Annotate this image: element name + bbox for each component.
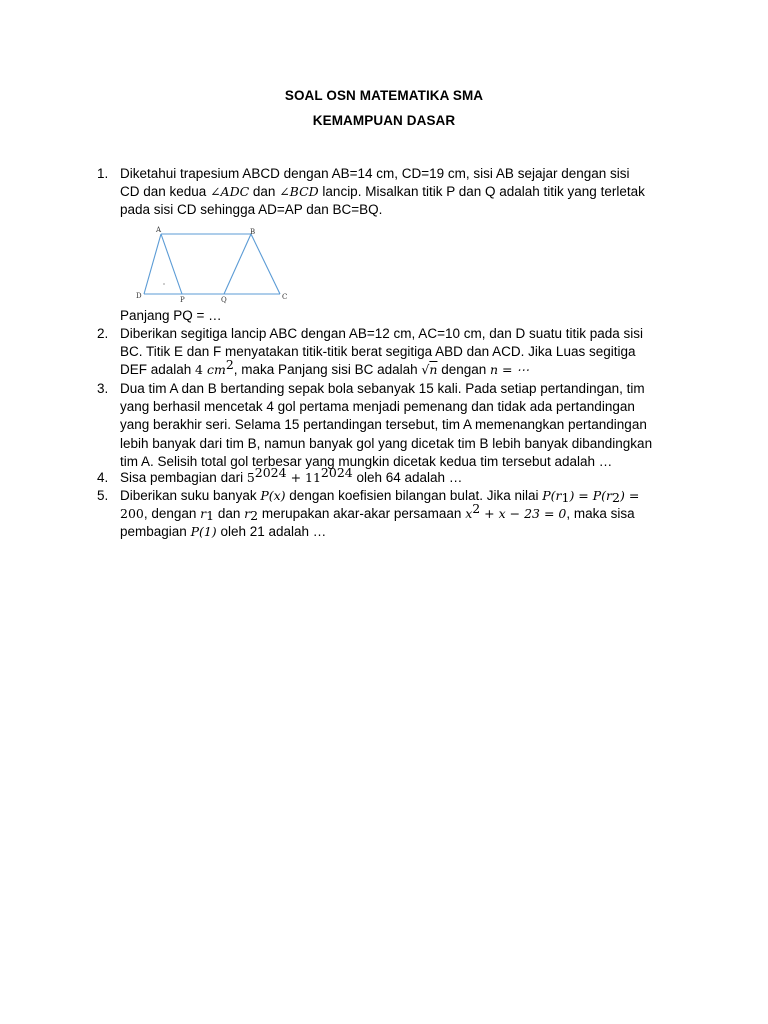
problem-number: 2. (97, 326, 109, 341)
problem-line: Diketahui trapesium ABCD dengan AB=14 cm, CD=19 cm, sisi AB sejajar dengan sisi (120, 166, 630, 181)
problem-text (120, 487, 676, 542)
problem-text (120, 380, 676, 471)
angle-adc: ∠ADC (210, 184, 250, 200)
answer-text: Panjang PQ = … (120, 308, 222, 323)
label-p: P (180, 296, 185, 304)
problem-number: 1. (97, 166, 109, 181)
label-d: D (136, 292, 142, 300)
problem-line: Diberikan suku banyak P(x) dengan koefisien bilangan bulat. Jika nilai $P(r_1) = P(r_2)$ = (120, 488, 640, 505)
problem-line: CD dan kedua ∠ADC dan ∠BCD lancip. Misalkan titik P dan Q adalah titik yang terletak (120, 184, 645, 200)
problem-number: 3. (97, 381, 109, 396)
problem-line: BC. Titik E dan F menyatakan titik-titik berat segitiga ABD dan ACD. Jika Luas segitiga (120, 344, 636, 360)
problem-line: lebih banyak dari tim B, namun banyak gol yang dicetak tim B lebih banyak dibandingkan (120, 435, 653, 451)
problem-line: yang berhasil mencetak 4 gol pertama menjadi pemenang dan tidak ada pertandingan (120, 399, 635, 415)
document-title: SOAL OSN MATEMATIKA SMA (284, 88, 484, 103)
label-b: B (250, 228, 256, 236)
problem-line: Diberikan segitiga lancip ABC dengan AB=12 cm, AC=10 cm, dan D suatu titik pada sisi (120, 326, 644, 341)
problem-number: 4. (97, 470, 109, 485)
problem-line: Dua tim A dan B bertanding sepak bola sebanyak 15 kali. Pada setiap pertandingan, tim (120, 381, 645, 396)
problem-line: pembagian P(1) oleh 21 adalah … (120, 524, 327, 540)
label-c: C (282, 293, 288, 301)
label-q: Q (221, 296, 227, 304)
trapezoid-lines (144, 234, 280, 294)
document-subtitle: KEMAMPUAN DASAR (312, 113, 456, 128)
trapezoid-figure (130, 224, 295, 308)
problem-text: Sisa pembagian dari $5^{2024} + 11^{2024}$ oleh 64 adalah … (120, 465, 463, 485)
problem-line: DEF adalah 4 $cm^2$, maka Panjang sisi BC adalah √n dengan n = ⋯ (120, 357, 529, 378)
problem-text (120, 325, 676, 380)
problem-line: pada sisi CD sehingga AD=AP dan BC=BQ. (120, 202, 383, 218)
problem-line: tim A. Selisih total gol terbesar yang mungkin dicetak kedua tim tersebut adalah … (120, 453, 613, 469)
problem-text (120, 165, 676, 220)
problem-number: 5. (97, 488, 109, 503)
label-a: A (156, 226, 162, 234)
angle-bcd: ∠BCD (279, 184, 319, 200)
problem-line: 200, dengan $r_1$ dan $r_2$ merupakan akar-akar persamaan $x^2 + x - 23 = 0$, maka sisa (120, 501, 635, 524)
problem-line: yang berakhir seri. Selama 15 pertandingan tersebut, tim A memenangkan pertandingan (120, 417, 647, 433)
